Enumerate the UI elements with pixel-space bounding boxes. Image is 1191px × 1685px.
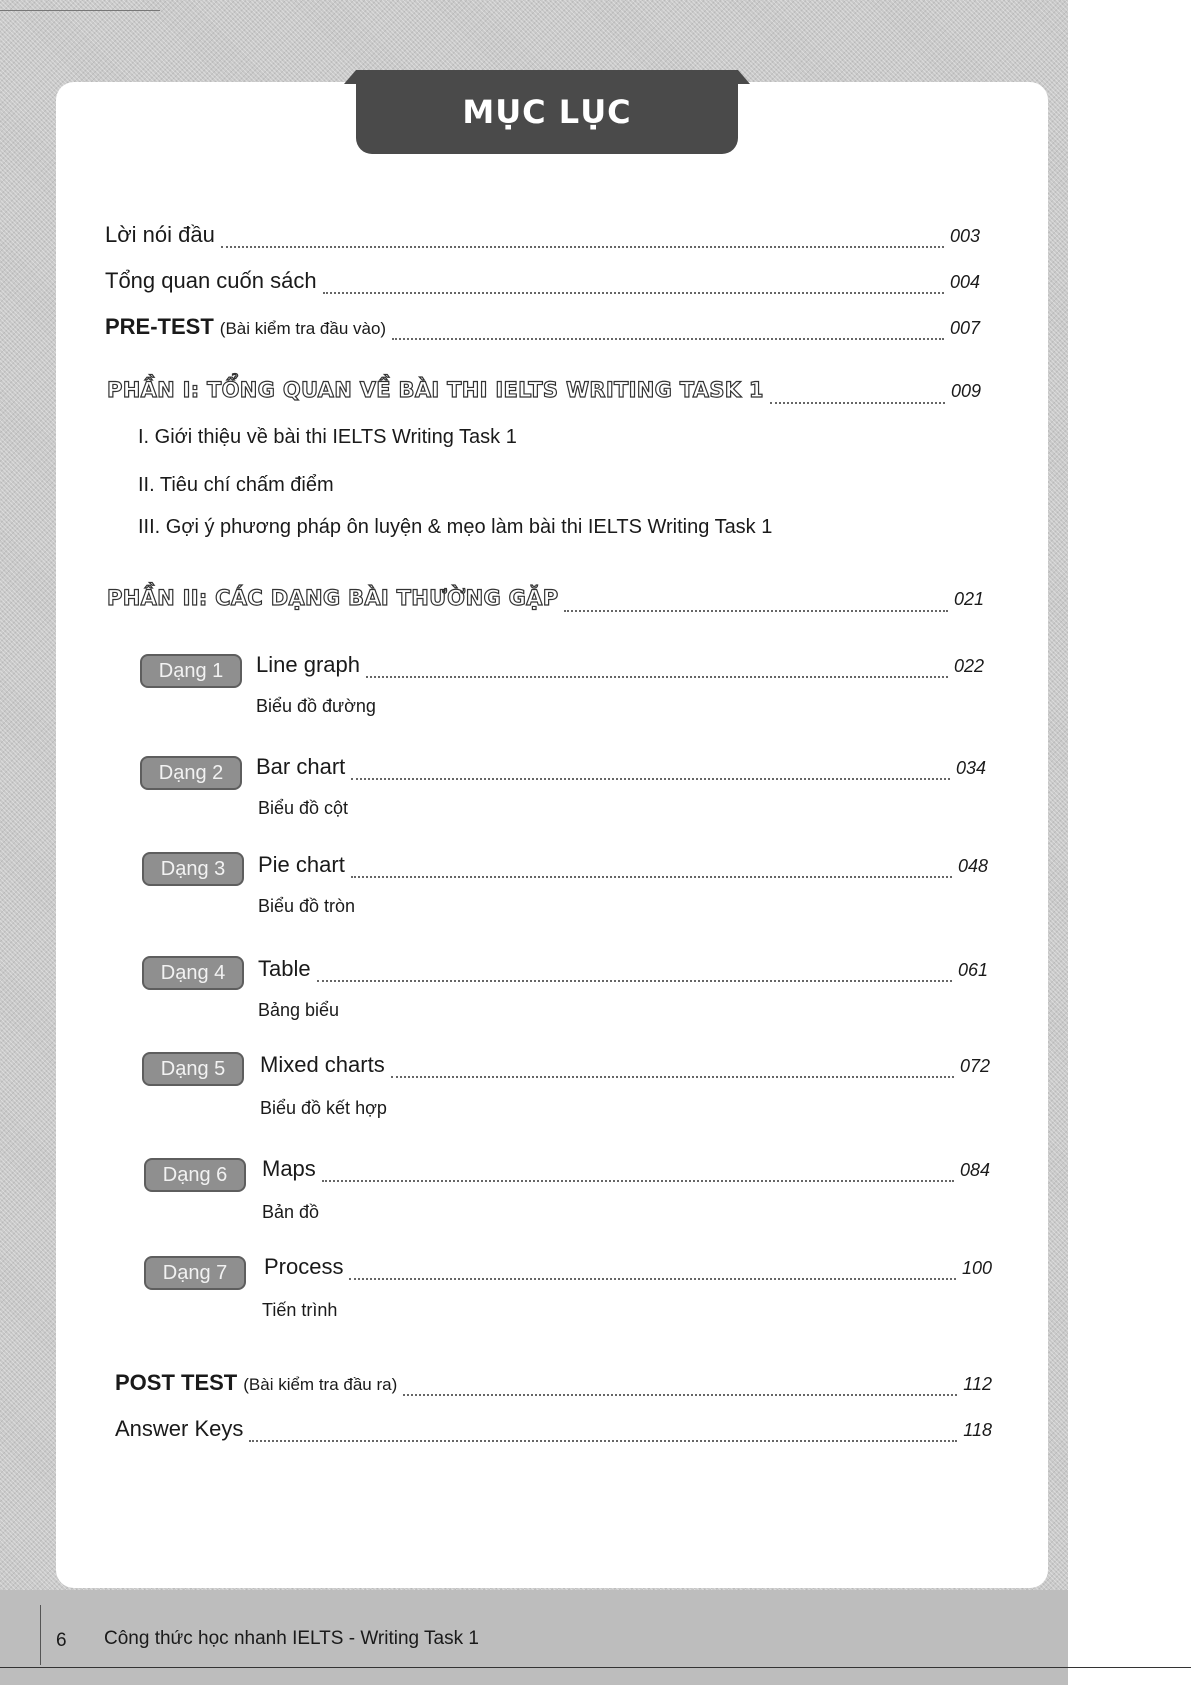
toc-entry-type-2[interactable] [256, 754, 986, 788]
type-badge: Dạng 3 [142, 852, 244, 886]
type-name: Line graph [256, 652, 360, 677]
toc-page: 112 [963, 1374, 992, 1394]
type-name: Table [258, 956, 311, 981]
title-tab [356, 70, 738, 154]
toc-page: 072 [959, 1056, 990, 1076]
toc-note: (Bài kiểm tra đầu vào) [219, 319, 387, 338]
toc-entry-overview[interactable] [105, 268, 980, 302]
toc-page: 003 [949, 226, 980, 246]
type-translation: Tiến trình [262, 1300, 338, 1320]
toc-entry-part-1[interactable] [107, 378, 981, 412]
dot-leader [323, 291, 944, 294]
type-translation: Bản đồ [262, 1202, 320, 1222]
toc-page: 084 [959, 1160, 990, 1180]
toc-entry-type-5[interactable] [260, 1052, 990, 1086]
type-name: Process [264, 1254, 344, 1279]
page-number: 6 [56, 1630, 67, 1651]
toc-entry-type-7[interactable] [264, 1254, 992, 1288]
type-badge: Dạng 5 [142, 1052, 244, 1086]
toc-label: Answer Keys [115, 1416, 244, 1441]
top-rule [0, 10, 160, 11]
type-translation: Biểu đồ đường [256, 696, 376, 716]
toc-page: 021 [953, 589, 984, 609]
bottom-rule [0, 1667, 1191, 1668]
toc-page: 009 [950, 381, 981, 401]
toc-entry-type-6[interactable] [262, 1156, 990, 1190]
book-title: Công thức học nhanh IELTS - Writing Task 1 [104, 1628, 479, 1649]
toc-page: 100 [961, 1258, 992, 1278]
type-name: Maps [262, 1156, 316, 1181]
toc-label: Tổng quan cuốn sách [105, 268, 317, 293]
dot-leader [351, 875, 952, 878]
part-1-item[interactable]: III. Gợi ý phương pháp ôn luyện & mẹo làm bài thi IELTS Writing Task 1 [138, 516, 773, 538]
type-badge: Dạng 1 [140, 654, 242, 688]
toc-label: POST TEST [115, 1370, 238, 1395]
type-badge: Dạng 2 [140, 756, 242, 790]
toc-page: 061 [957, 960, 988, 980]
page-title: MỤC LỤC [462, 93, 632, 131]
toc-entry-answer-keys[interactable] [115, 1416, 992, 1450]
dot-leader [391, 1075, 954, 1078]
toc-label: Lời nói đầu [105, 222, 215, 247]
toc-page: 048 [957, 856, 988, 876]
footer-divider [40, 1605, 41, 1665]
dot-leader [221, 245, 944, 248]
toc-page: 007 [949, 318, 980, 338]
content-card [56, 82, 1048, 1588]
toc-entry-part-2[interactable] [107, 586, 984, 620]
dot-leader [249, 1439, 957, 1442]
type-name: Pie chart [258, 852, 345, 877]
type-translation: Biểu đồ tròn [258, 896, 356, 916]
type-badge: Dạng 4 [142, 956, 244, 990]
toc-entry-posttest[interactable] [115, 1370, 992, 1404]
dot-leader [366, 675, 948, 678]
type-badge: Dạng 6 [144, 1158, 246, 1192]
dot-leader [392, 337, 944, 340]
toc-note: (Bài kiểm tra đầu ra) [243, 1375, 398, 1394]
toc-entry-type-1[interactable] [256, 652, 984, 686]
type-translation: Bảng biểu [258, 1000, 340, 1020]
type-name: Mixed charts [260, 1052, 385, 1077]
toc-page: 004 [949, 272, 980, 292]
toc-page: 022 [953, 656, 984, 676]
section-title: PHẦN II: CÁC DẠNG BÀI THƯỜNG GẶP [107, 586, 559, 610]
toc-page: 118 [963, 1420, 992, 1440]
toc-entry-pretest[interactable] [105, 314, 980, 348]
toc-entry-type-3[interactable] [258, 852, 988, 886]
dot-leader [403, 1393, 957, 1396]
dot-leader [770, 401, 945, 404]
dot-leader [322, 1179, 954, 1182]
toc-page: 034 [955, 758, 986, 778]
dot-leader [317, 979, 952, 982]
part-1-item[interactable]: I. Giới thiệu về bài thi IELTS Writing Task 1 [138, 426, 517, 448]
toc-entry-type-4[interactable] [258, 956, 988, 990]
toc-entry-preface[interactable] [105, 222, 980, 256]
dot-leader [349, 1277, 955, 1280]
type-badge: Dạng 7 [144, 1256, 246, 1290]
toc-label: PRE-TEST [105, 314, 214, 339]
type-translation: Biểu đồ kết hợp [260, 1098, 387, 1118]
type-name: Bar chart [256, 754, 346, 779]
type-translation: Biểu đồ cột [258, 798, 349, 818]
dot-leader [351, 777, 950, 780]
part-1-item[interactable]: II. Tiêu chí chấm điểm [138, 474, 334, 496]
dot-leader [564, 609, 948, 612]
section-title: PHẦN I: TỔNG QUAN VỀ BÀI THI IELTS WRITING TASK 1 [107, 378, 764, 402]
